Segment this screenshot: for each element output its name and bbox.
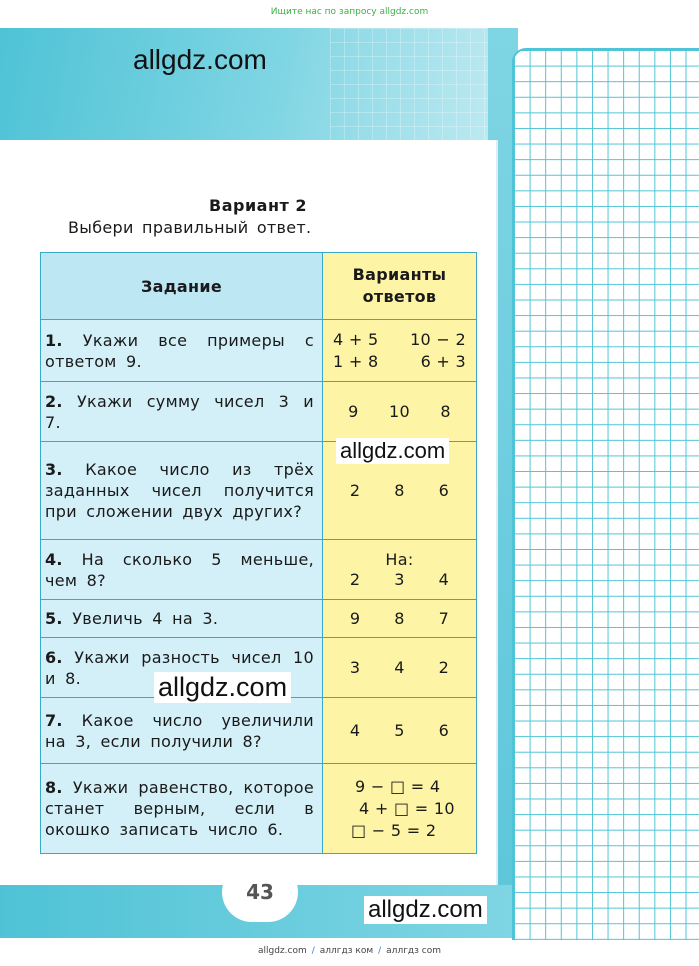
footer [0, 946, 699, 956]
table-row [41, 540, 477, 600]
answer-cell [323, 382, 477, 442]
answer-option[interactable]: 7 [438, 609, 450, 628]
answer-option[interactable]: 6 [438, 481, 450, 500]
watermark: allgdz.com [336, 438, 449, 464]
answer-option[interactable]: 9 [348, 402, 359, 421]
task-cell [41, 698, 323, 764]
answer-option[interactable]: 6 + 3 [420, 351, 466, 371]
answer-option[interactable]: 2 [349, 570, 361, 589]
task-number: 4. [45, 549, 63, 569]
task-text: На сколько 5 меньше, чем 8? [45, 549, 314, 590]
task-number: 5. [45, 609, 63, 628]
page-number: 43 [246, 880, 274, 904]
footer-separator: / [311, 946, 315, 956]
task-number: 8. [45, 778, 63, 797]
top-hint: Ищите нас по запросу allgdz.com [270, 7, 429, 17]
task-number: 2. [45, 391, 63, 411]
instruction: Выбери правильный ответ. [68, 218, 312, 237]
task-text: Укажи все примеры с ответом 9. [45, 330, 315, 371]
task-number: 3. [45, 460, 63, 479]
task-cell [41, 600, 323, 638]
task-cell [41, 764, 323, 854]
footer-separator: / [378, 946, 382, 956]
task-number: 1. [45, 330, 63, 350]
answer-cell [323, 638, 477, 698]
answer-option[interactable]: 4 [349, 721, 361, 740]
answer-option[interactable]: 2 [438, 658, 450, 677]
header-task: Задание [41, 253, 323, 320]
table-row [41, 382, 477, 442]
task-cell [41, 442, 323, 540]
answer-cell [323, 320, 477, 382]
answer-option[interactable]: 8 [440, 402, 451, 421]
answer-prefix: На: [385, 550, 414, 569]
answer-cell [323, 764, 477, 854]
table-row [41, 320, 477, 382]
answer-option[interactable]: 8 [394, 481, 405, 500]
task-cell [41, 320, 323, 382]
banner-grid-decoration [330, 28, 500, 140]
answer-cell [323, 600, 477, 638]
task-cell [41, 540, 323, 600]
watermark: allgdz.com [154, 672, 291, 703]
answer-cell [323, 540, 477, 600]
watermark: allgdz.com [133, 44, 267, 75]
task-text: Увеличь 4 на 3. [72, 609, 219, 628]
table-row [41, 600, 477, 638]
variant-title: Вариант 2 [209, 196, 307, 215]
table-row [41, 698, 477, 764]
task-text: Укажи равенство, которое станет верным, если в окошко записать число 6. [45, 778, 314, 839]
answer-option[interactable]: 9 − □ = 4 [355, 776, 441, 796]
answer-option[interactable]: 4 + 5 [333, 329, 379, 349]
tasks-table [40, 252, 477, 854]
task-text: Укажи разность чисел 10 и 8. [45, 647, 314, 688]
answer-option[interactable]: 8 [394, 609, 405, 628]
answer-option[interactable]: 3 [394, 570, 405, 589]
answer-option[interactable]: □ − 5 = 2 [351, 820, 437, 840]
answer-option[interactable]: 2 [349, 481, 361, 500]
task-text: Укажи сумму чисел 3 и 7. [45, 391, 314, 432]
answer-option[interactable]: 4 [438, 570, 450, 589]
answer-option[interactable]: 5 [394, 721, 405, 740]
task-cell [41, 382, 323, 442]
answer-option[interactable]: 1 + 8 [333, 351, 379, 371]
answer-option[interactable]: 6 [438, 721, 450, 740]
task-number: 7. [45, 710, 63, 730]
task-text: Какое число увеличили на 3, если получили 8? [45, 710, 314, 751]
footer-link[interactable]: allgdz.com [257, 946, 307, 956]
table-row [41, 764, 477, 854]
answer-option[interactable]: 9 [349, 609, 361, 628]
answer-option[interactable]: 4 [394, 658, 405, 677]
task-number: 6. [45, 647, 63, 667]
answer-option[interactable]: 10 [389, 402, 410, 421]
answer-option[interactable]: 4 + □ = 10 [359, 798, 455, 818]
answer-option[interactable]: 3 [349, 658, 361, 677]
answer-cell [323, 698, 477, 764]
footer-link[interactable]: аллгдз ком [319, 946, 374, 956]
header-answers: Варианты ответов [323, 253, 477, 320]
footer-link[interactable]: аллгдз com [386, 946, 442, 956]
table-header-row [41, 253, 477, 320]
task-text: Какое число из трёх заданных чисел получится при сложении двух других? [45, 460, 314, 521]
watermark: allgdz.com [364, 896, 487, 924]
grid-paper-margin [512, 48, 699, 940]
answer-option[interactable]: 10 − 2 [410, 329, 466, 349]
